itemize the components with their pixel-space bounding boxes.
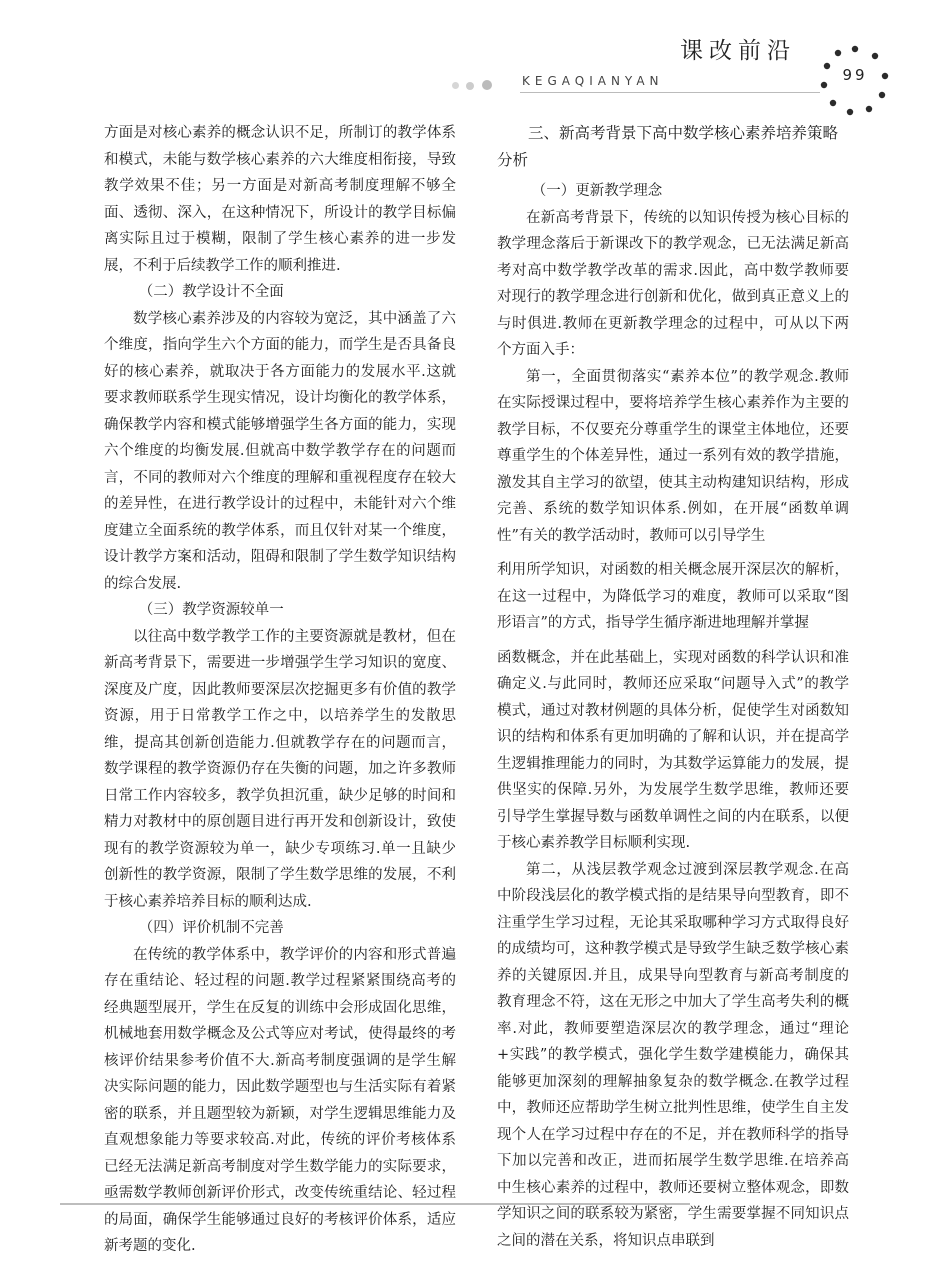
subheading-update-concept: （一）更新教学理念 [531, 183, 663, 199]
decorative-dots [452, 79, 512, 93]
left-column [104, 120, 456, 1260]
paragraph: 在传统的教学体系中，教学评价的内容和形式普遍存在重结论、轻过程的问题.教学过程紧紧围绕高考的经典题型展开，学生在反复的训练中会形成固化思维，机械地套用数学概念及公式等应对考试，使得最终的考核评价结果参考价值不大.新高考制度强调的是学生解决实际问题的能力，因此数学题型也与生活实际有着紧密的联系，并且题型较为新颖，对学生逻辑思维能力及直观想象能力等要求较高.对此，传统的评价考核体系已经无法满足新高考制度对学生数学能力的实际要求，亟需数学教师创新评价形式，改变传统重结论、轻过程的局面，确保学生能够通过良好的考核评价体系，适应新考题的变化. [104, 946, 456, 1254]
subheading-teaching-resources: （三）教学资源较单一 [138, 602, 284, 618]
header-rule [520, 92, 820, 93]
paragraph: 以往高中数学教学工作的主要资源就是教材，但在新高考背景下，需要进一步增强学生学习知识的宽度、深度及广度，因此教师要深层次挖掘更多有价值的教学资源，用于日常教学工作之中，以培养学生的发散思维，提高其创新创造能力.但就教学存在的问题而言，数学课程的教学资源仍存在失衡的问题，加之许多教师日常工作内容较多，教学负担沉重，缺少足够的时间和精力对教材中的原创题目进行再开发和创新设计，致使现有的教学资源较为单一，缺少专项练习.单一且缺少创新性的教学资源，限制了学生数学思维的发展，不利于核心素养培养目标的顺利达成. [104, 628, 456, 910]
right-column [497, 120, 849, 1254]
section-title: 三、新高考背景下高中数学核心素养培养策略分析 [497, 124, 839, 169]
header-pinyin: KEGAQIANYAN [522, 74, 664, 88]
subheading-evaluation-mechanism: （四）评价机制不完善 [138, 920, 284, 936]
paragraph: 数学核心素养涉及的内容较为宽泛，其中涵盖了六个维度，指向学生六个方面的能力，而学生是否具备良好的核心素养，就取决于各方面能力的发展水平.这就要求教师联系学生现实情况，设计均衡化的教学体系，确保教学内容和模式能够增强学生各方面的能力，实现六个维度的均衡发展.但就高中数学教学存在的问题而言，不同的教师对六个维度的理解和重视程度存在较大的差异性，在进行教学设计的过程中，未能针对六个维度建立全面系统的教学体系，而且仅针对某一个维度，设计教学方案和活动，阻碍和限制了学生数学知识结构的综合发展. [104, 310, 456, 592]
subheading-teaching-design: （二）教学设计不全面 [138, 284, 284, 300]
paragraph: 方面是对核心素养的概念认识不足，所制订的教学体系和模式，未能与数学核心素养的六大维度相衔接，导致教学效果不佳；另一方面是对新高考制度理解不够全面、透彻、深入，在这种情况下，所设计的教学目标偏离实际且过于模糊，限制了学生核心素养的进一步发展，不利于后续教学工作的顺利推进. [104, 125, 456, 274]
paragraph: 利用所学知识，对函数的相关概念展开深层次的解析，在这一过程中，为降低学习的难度，教师可以采取“图形语言”的方式，指导学生循序渐进地理解并掌握 [497, 562, 849, 631]
paragraph: 第一，全面贯彻落实“素养本位”的教学观念.教师在实际授课过程中，要将培养学生核心素养作为主要的教学目标，不仅要充分尊重学生的课堂主体地位，还要尊重学生的个体差异性，通过一系列有效的教学措施，激发其自主学习的欲望，使其主动构建知识结构，形成完善、系统的数学知识体系.例如，在开展“函数单调性”有关的教学活动时，教师可以引导学生 [497, 368, 849, 544]
paragraph: 第二，从浅层教学观念过渡到深层教学观念.在高中阶段浅层化的教学模式指的是结果导向型教育，即不注重学生学习过程，无论其采取哪种学习方式取得良好的成绩均可，这种教学模式是导致学生缺乏数学核心素养的关键原因.并且，成果导向型教育与新高考制度的教育理念不符，这在无形之中加大了学生高考失利的概率.对此，教师要塑造深层次的教学理念，通过“理论+实践”的教学模式，强化学生数学建模能力，确保其能够更加深刻的理解抽象复杂的数学概念.在教学过程中，教师还应帮助学生树立批判性思维，使学生自主发现个人在学习过程中存在的不足，并在教师科学的指导下加以完善和改正，进而拓展学生数学思维.在培养高中生核心素养的过程中，教师还要树立整体观念，即数学知识之间的联系较为紧密，学生需要掌握不同知识点之间的潜在关系，将知识点串联到 [497, 861, 849, 1249]
paragraph: 函数概念，并在此基础上，实现对函数的科学认识和准确定义.与此同时，教师还应采取“问题导入式”的教学模式，通过对教材例题的具体分析，促使学生对函数知识的结构和体系有更加明确的了解和认识，并在提高学生逻辑推理能力的同时，为其数学运算能力的发展，提供坚实的保障.另外，为发展学生数学思维，教师还要引导学生掌握导数与函数单调性之间的内在联系，以便于核心素养教学目标顺利实现. [497, 649, 849, 851]
paragraph: 在新高考背景下，传统的以知识传授为核心目标的教学理念落后于新课改下的教学观念，已无法满足新高考对高中数学教学改革的需求.因此，高中数学教师要对现行的教学理念进行创新和优化，做到真正意义上的与时俱进.教师在更新教学理念的过程中，可从以下两个方面入手： [497, 209, 849, 358]
page-number: 99 [842, 66, 868, 84]
section-header-title: 课改前沿 [680, 38, 796, 64]
footer-rule [60, 1203, 690, 1205]
